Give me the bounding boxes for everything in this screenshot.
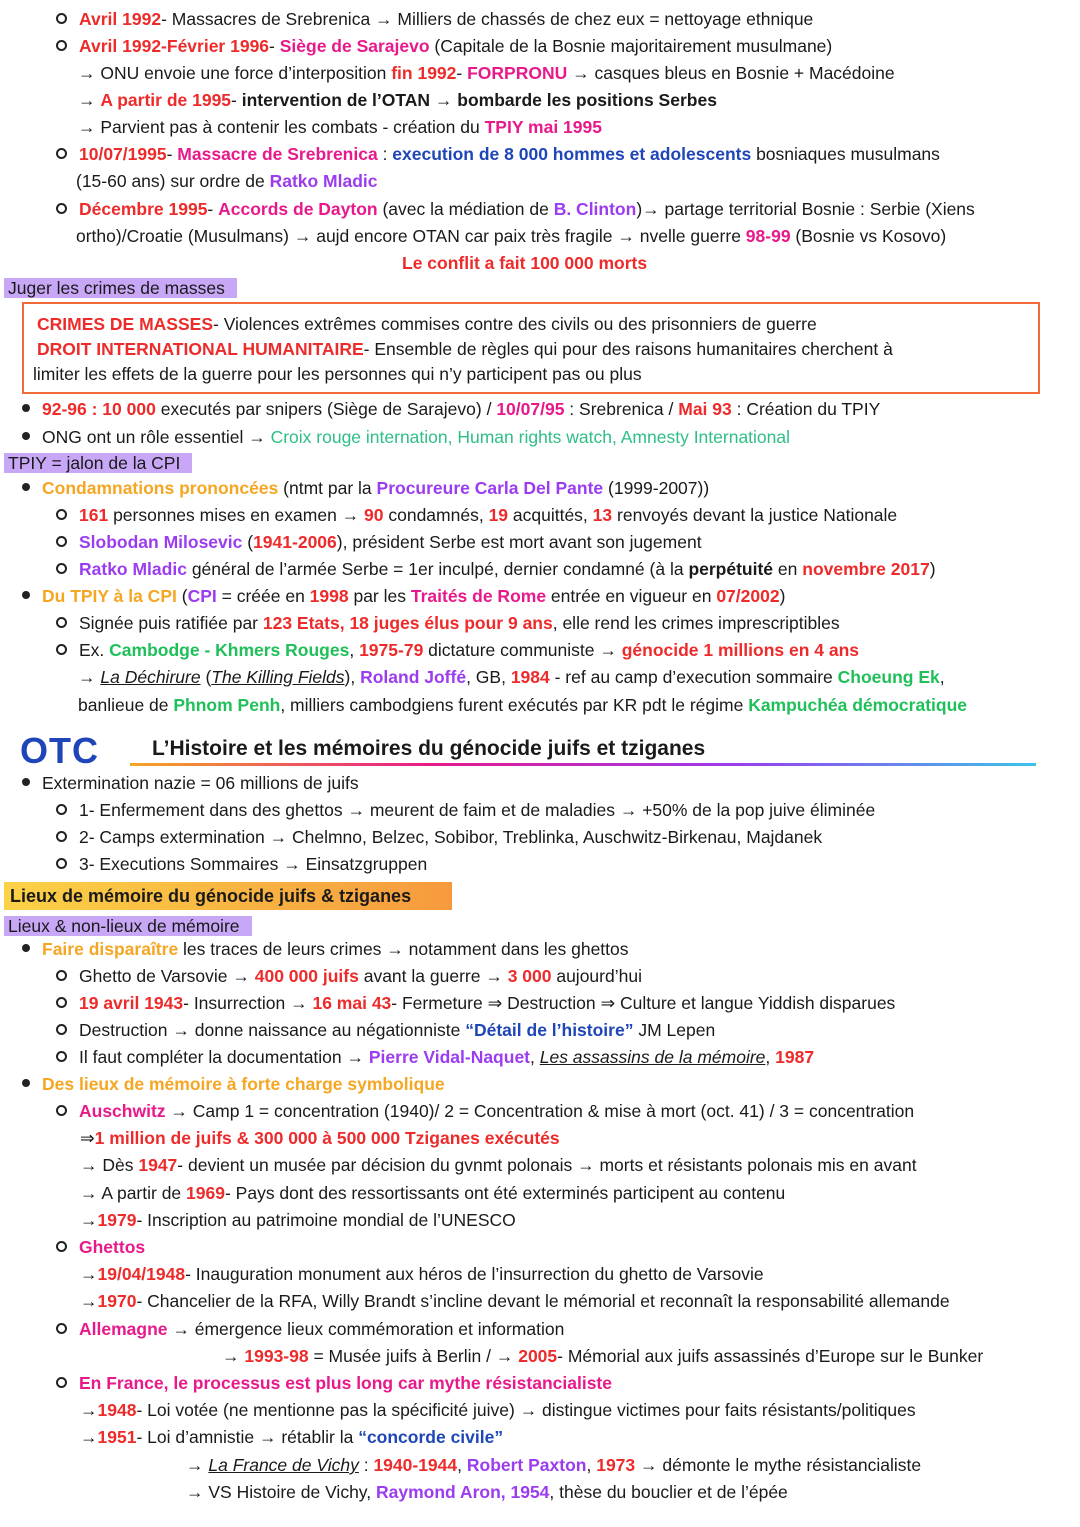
bullet-icon (22, 778, 30, 786)
circle-bullet-icon (56, 617, 67, 628)
list-item: ortho)/Croatie (Musulmans) → aujd encore OTAN car paix très fragile → nvelle guerre 98-99 (Bosnie vs Kosovo) (76, 226, 947, 246)
circle-bullet-icon (56, 563, 67, 574)
list-item: →1970- Chancelier de la RFA, Willy Brandt s’incline devant le mémorial et reconnaît la responsabilité allemande (80, 1291, 950, 1311)
bullet-icon (22, 1079, 30, 1087)
list-item: 161 personnes mises en examen → 90 condamnés, 19 acquittés, 13 renvoyés devant la justice Nationale (56, 504, 897, 526)
list-item: → La Déchirure (The Killing Fields), Roland Joffé, GB, 1984 - ref au camp d’execution sommaire Choeung Ek, (78, 667, 945, 687)
list-item: 3- Executions Sommaires → Einsatzgruppen (56, 853, 427, 875)
circle-bullet-icon (56, 804, 67, 815)
list-item: 19 avril 1943- Insurrection → 16 mai 43- Fermeture ⇒ Destruction ⇒ Culture et langue Yiddish disparues (56, 992, 895, 1014)
summary-line: Le conflit a fait 100 000 morts (402, 253, 648, 273)
list-item: Avril 1992-Février 1996- Siège de Sarajevo (Capitale de la Bosnie majoritairement musulmane) (56, 35, 832, 57)
circle-bullet-icon (56, 203, 67, 214)
circle-bullet-icon (56, 509, 67, 520)
bullet-icon (22, 483, 30, 491)
list-item: 1- Enfermement dans des ghettos → meurent de faim et de maladies → +50% de la pop juive éliminée (56, 799, 875, 821)
circle-bullet-icon (56, 1377, 67, 1388)
bullet-icon (22, 944, 30, 952)
list-item: 2- Camps extermination → Chelmno, Belzec, Sobibor, Treblinka, Auschwitz-Birkenau, Majdanek (56, 826, 822, 848)
section-heading: Lieux de mémoire du génocide juifs & tziganes (4, 882, 452, 910)
circle-bullet-icon (56, 970, 67, 981)
chapter-label: OTC (20, 730, 99, 771)
circle-bullet-icon (56, 831, 67, 842)
circle-bullet-icon (56, 1024, 67, 1035)
circle-bullet-icon (56, 644, 67, 655)
circle-bullet-icon (56, 1051, 67, 1062)
circle-bullet-icon (56, 997, 67, 1008)
list-item: Auschwitz → Camp 1 = concentration (1940)/ 2 = Concentration & mise à mort (oct. 41) / 3 = concentration (56, 1100, 914, 1122)
list-item: (15-60 ans) sur ordre de Ratko Mladic (76, 171, 378, 191)
list-item: →19/04/1948- Inauguration monument aux héros de l’insurrection du ghetto de Varsovie (80, 1264, 764, 1284)
list-item: Ghetto de Varsovie → 400 000 juifs avant la guerre → 3 000 aujourd’hui (56, 965, 642, 987)
circle-bullet-icon (56, 1105, 67, 1116)
list-item: → VS Histoire de Vichy, Raymond Aron, 1954, thèse du bouclier et de l’épée (186, 1482, 788, 1502)
list-item: → A partir de 1995- intervention de l’OTAN → bombarde les positions Serbes (78, 90, 717, 110)
chapter-title: L’Histoire et les mémoires du génocide juifs et tziganes (152, 737, 706, 760)
list-item: Destruction → donne naissance au négationniste “Détail de l’histoire” JM Lepen (56, 1019, 715, 1041)
circle-bullet-icon (56, 148, 67, 159)
bullet-icon (22, 591, 30, 599)
definition: CRIMES DE MASSES- Violences extrêmes commises contre des civils ou des prisonniers de guerre (37, 314, 817, 334)
list-item: Des lieux de mémoire à forte charge symbolique (22, 1073, 445, 1095)
list-item: Du TPIY à la CPI (CPI = créée en 1998 par les Traités de Rome entrée en vigueur en 07/2002) (22, 585, 785, 607)
section-heading: TPIY = jalon de la CPI (4, 452, 192, 474)
list-item: 10/07/1995- Massacre de Srebrenica : execution de 8 000 hommes et adolescents bosniaques musulmans (56, 143, 940, 165)
list-item: → 1993-98 = Musée juifs à Berlin / → 2005- Mémorial aux juifs assassinés d’Europe sur le Bunker (222, 1346, 984, 1366)
list-item: Décembre 1995- Accords de Dayton (avec la médiation de B. Clinton)→ partage territorial Bosnie : Serbie (Xiens (56, 198, 975, 220)
list-item: Ghettos (56, 1236, 145, 1258)
list-item: ⇒1 million de juifs & 300 000 à 500 000 Tziganes exécutés (80, 1128, 560, 1148)
definition: limiter les effets de la guerre pour les personnes qui n’y participent pas ou plus (33, 364, 642, 384)
circle-bullet-icon (56, 1323, 67, 1334)
circle-bullet-icon (56, 1241, 67, 1252)
definition: DROIT INTERNATIONAL HUMANITAIRE- Ensemble de règles qui pour des raisons humanitaires cherchent à (37, 339, 893, 359)
list-item: Il faut compléter la documentation → Pierre Vidal-Naquet, Les assassins de la mémoire, 1987 (56, 1046, 814, 1068)
bullet-icon (22, 432, 30, 440)
title-underline (130, 763, 1036, 766)
list-item: → ONU envoie une force d’interposition fin 1992- FORPRONU → casques bleus en Bosnie + Macédoine (78, 63, 895, 83)
list-item: →1979- Inscription au patrimoine mondial de l’UNESCO (80, 1210, 516, 1230)
list-item: →1948- Loi votée (ne mentionne pas la spécificité juive) → distingue victimes pour faits résistants/politiques (80, 1400, 916, 1420)
list-item: Signée puis ratifiée par 123 Etats, 18 juges élus pour 9 ans, elle rend les crimes imprescriptibles (56, 612, 840, 634)
list-item: → La France de Vichy : 1940-1944, Robert Paxton, 1973 → démonte le mythe résistancialiste (186, 1455, 922, 1475)
list-item: Extermination nazie = 06 millions de juifs (22, 772, 359, 794)
list-item: Allemagne → émergence lieux commémoration et information (56, 1318, 564, 1340)
list-item: → A partir de 1969- Pays dont des ressortissants ont été exterminés participent au contenu (80, 1183, 786, 1203)
list-item: En France, le processus est plus long car mythe résistancialiste (56, 1372, 612, 1394)
list-item: Ratko Mladic général de l’armée Serbe = 1er inculpé, dernier condamné (à la perpétuité en novembre 2017) (56, 558, 936, 580)
section-heading: Juger les crimes de masses (4, 277, 237, 299)
list-item: →1951- Loi d’amnistie → rétablir la “concorde civile” (80, 1427, 504, 1447)
list-item: → Dès 1947- devient un musée par décision du gvnmt polonais → morts et résistants polonais mis en avant (80, 1155, 917, 1175)
list-item: → Parvient pas à contenir les combats - création du TPIY mai 1995 (78, 117, 602, 137)
circle-bullet-icon (56, 536, 67, 547)
list-item: Faire disparaître les traces de leurs crimes → notamment dans les ghettos (22, 938, 629, 960)
list-item: ONG ont un rôle essentiel → Croix rouge internation, Human rights watch, Amnesty International (22, 426, 790, 448)
list-item: 92-96 : 10 000 executés par snipers (Siège de Sarajevo) / 10/07/95 : Srebrenica / Mai 93 : Création du TPIY (22, 398, 880, 420)
section-heading: Lieux & non-lieux de mémoire (4, 915, 252, 937)
list-item: banlieue de Phnom Penh, milliers cambodgiens furent exécutés par KR pdt le régime Kampuchéa démocratique (78, 695, 967, 715)
circle-bullet-icon (56, 40, 67, 51)
circle-bullet-icon (56, 858, 67, 869)
circle-bullet-icon (56, 13, 67, 24)
list-item: Condamnations prononcées (ntmt par la Procureure Carla Del Pante (1999-2007)) (22, 477, 709, 499)
list-item: Avril 1992- Massacres de Srebrenica → Milliers de chassés de chez eux = nettoyage ethnique (56, 8, 813, 30)
bullet-icon (22, 404, 30, 412)
list-item: Ex. Cambodge - Khmers Rouges, 1975-79 dictature communiste → génocide 1 millions en 4 ans (56, 639, 859, 661)
list-item: Slobodan Milosevic (1941-2006), président Serbe est mort avant son jugement (56, 531, 702, 553)
